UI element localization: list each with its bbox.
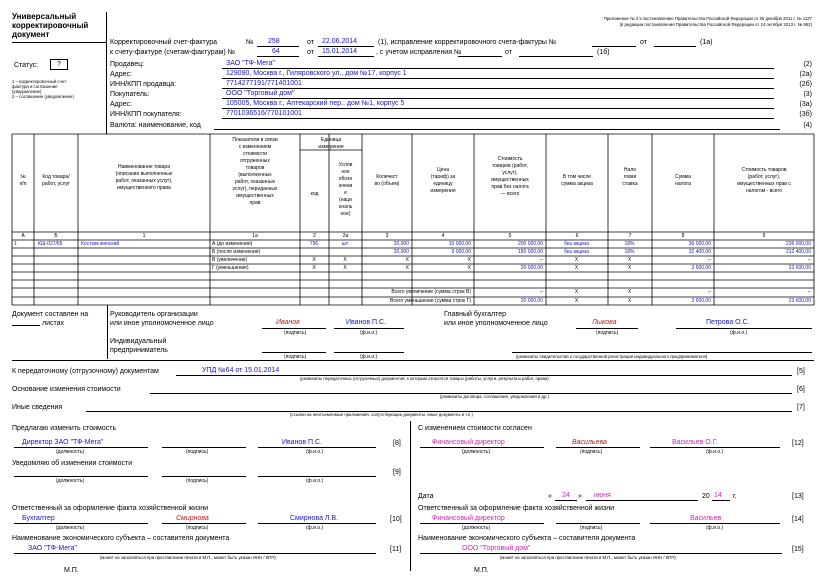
header-text: (наци — [339, 197, 352, 203]
right-entity-value[interactable]: ООО "Торговый дом" — [462, 545, 531, 552]
header-text: единицу — [433, 181, 453, 187]
caption: (должность) — [56, 525, 85, 531]
header-text: с изменением — [238, 144, 272, 150]
caption: (реквизиты передаточных (отгрузочных) документов, к которым относятся товары (работы, услуги, результаты работ, права) — [300, 376, 549, 381]
doc-made-label: Документ составлен на — [12, 311, 89, 318]
row-3-qty[interactable]: Х — [405, 265, 409, 271]
underline — [650, 523, 780, 524]
caption: (ф.и.о.) — [730, 330, 748, 336]
from-label: от — [640, 39, 647, 46]
col-header-c1 — [34, 174, 78, 188]
caption: (подпись) — [580, 449, 603, 455]
caption: (ф.и.о.) — [360, 330, 378, 336]
col-header-c10 — [608, 167, 652, 188]
total_inc-label: Всего увеличение (сумма строк В) — [391, 289, 471, 295]
header-text: Код товара/ — [42, 174, 70, 180]
row-0-excise[interactable]: без акциза — [564, 241, 589, 247]
row-2-qty[interactable]: Х — [405, 257, 409, 263]
total_inc-tax: -- — [707, 289, 711, 295]
total_inc-rate: Х — [627, 289, 632, 295]
row-2-label: В (увеличение) — [212, 257, 248, 263]
col-letter: 6 — [575, 233, 579, 239]
correction-label: (1), исправление корректировочного счета-фактуры № — [378, 39, 557, 46]
row-0-unit[interactable]: шт — [341, 241, 349, 247]
date-month[interactable]: июня — [594, 492, 611, 499]
header-value-2[interactable]: 7714277191/771401001 — [226, 80, 302, 87]
header-text: (работ, услуг), — [747, 174, 781, 180]
underline — [262, 328, 326, 329]
caption: (ф.и.о.) — [360, 354, 378, 360]
appendix-note: Приложение № 2 к постановлению Правительства Российской Федерации от 26 декабря 2011 г. № 1137 (в редакции постановления Правительства Российской Федерации от 24 октября 2013 г. № 952) — [603, 16, 812, 27]
field-code: (1б) — [597, 49, 610, 56]
header-label-2: ИНН/КПП продавца: — [110, 81, 177, 88]
header-text: Единица — [320, 137, 342, 143]
col-header-c2 — [78, 164, 210, 192]
underline — [420, 523, 544, 524]
row-2-price[interactable]: Х — [467, 257, 471, 263]
responsible-signature[interactable]: Смирнова — [176, 515, 209, 522]
col-letter: 7 — [628, 233, 632, 239]
row-0-base[interactable]: 200 000,00 — [517, 241, 543, 247]
header-text: имущественных — [236, 193, 274, 199]
caption: (должность) — [462, 525, 491, 531]
underline — [586, 500, 698, 501]
total_inc-total: -- — [807, 289, 811, 295]
caption: (ссылки на неотъемлемые приложения, сопутствующие документы, иные документы и т.п.) — [290, 412, 473, 417]
status-label: Статус: — [14, 62, 39, 69]
header-label-6: Валюта: наименование, код — [110, 122, 201, 129]
header-text: работ, услуг — [42, 181, 70, 187]
row-0-rate[interactable]: 18% — [624, 241, 635, 247]
field-code: [7] — [797, 404, 805, 411]
other-label: Иные сведения — [12, 404, 63, 411]
status-field[interactable]: ? — [50, 59, 68, 70]
caption: (подпись) — [596, 330, 619, 336]
caption: (должность) — [56, 449, 85, 455]
underline — [512, 352, 812, 353]
row-0-tax[interactable]: 36 000,00 — [688, 241, 711, 247]
quote-close: » — [578, 493, 582, 500]
agree-position[interactable]: Финансовый директор — [432, 439, 505, 446]
base-invoice-number[interactable]: 64 — [272, 48, 280, 55]
underline — [258, 523, 376, 524]
notify-label: Уведомляю об изменении стоимости — [12, 460, 133, 467]
caption: (ф.и.о.) — [706, 449, 724, 455]
field-code: [5] — [797, 368, 805, 375]
row-3-total[interactable]: 23 600,00 — [788, 265, 811, 271]
row-0-total[interactable]: 236 000,00 — [785, 241, 811, 247]
underline — [14, 523, 148, 524]
col-letter: 1а — [252, 233, 258, 239]
agree-signature[interactable]: Васильева — [572, 439, 607, 446]
header-text: Стоимость товаров — [741, 167, 787, 173]
col-header-c5 — [329, 162, 362, 218]
caption: (должность) — [462, 449, 491, 455]
header-text: во (объем) — [374, 181, 400, 187]
caption: (подпись) — [580, 525, 603, 531]
caption: (подпись) — [284, 354, 307, 360]
header-text: товаров (работ, — [492, 163, 528, 169]
header-text: отгруженных — [240, 158, 270, 164]
col-letter: Б — [54, 233, 58, 239]
caption: (ф.и.о.) — [306, 449, 324, 455]
notify-position[interactable] — [14, 476, 148, 477]
header-text: Показатели в связи — [232, 137, 278, 143]
header-text: Нало — [623, 167, 637, 173]
col-letter: 8 — [681, 233, 685, 239]
header-text: прав — [249, 200, 261, 206]
right-responsible-label: Ответственный за оформление факта хозяйственной жизни — [418, 505, 615, 512]
header-text: налогом - всего — [745, 188, 783, 194]
underline — [555, 500, 577, 501]
header-text: обозн — [338, 176, 353, 182]
header-text: е — [344, 190, 347, 196]
row-1-base[interactable]: 180 000,00 — [517, 249, 543, 255]
entity-label: Наименование экономического субъекта – составителя документа — [12, 535, 230, 542]
col-header-c8 — [474, 156, 546, 198]
header-label-0: Продавец: — [110, 61, 145, 68]
center-divider — [410, 421, 411, 571]
field-code: [11] — [390, 546, 402, 553]
row-3-rate[interactable]: Х — [627, 265, 632, 271]
header-value-4[interactable]: 105005, Москва г., Аптекарский пер., дом №1, корпус 5 — [226, 100, 405, 107]
caption: (ф.и.о.) — [306, 478, 324, 484]
notify-name[interactable] — [258, 476, 376, 477]
caption: (подпись) — [186, 478, 209, 484]
date-year[interactable]: 14 — [714, 492, 722, 499]
header-text: В том числе — [562, 174, 592, 180]
row-0-qty[interactable]: 20,000 — [393, 241, 409, 247]
propose-name[interactable]: Иванов П.С. — [282, 439, 322, 446]
row-2-unit[interactable]: Х — [343, 257, 347, 263]
row-2-base[interactable]: -- — [539, 257, 543, 263]
propose-position[interactable]: Директор ЗАО "ТФ-Мега" — [22, 439, 104, 446]
invoice-number[interactable]: 258 — [268, 38, 280, 45]
header-text: Цена — [436, 167, 450, 173]
base-invoice-date[interactable]: 15.01.2014 — [322, 48, 358, 55]
accountant-name[interactable]: Петрова О.С. — [706, 319, 750, 326]
accountant-label: Главный бухгалтер или иное уполномоченное лицо — [444, 311, 548, 327]
caption: (может не заполняться при проставлении печати в М.П., может быть указан ИНН / КПП) — [100, 555, 276, 560]
header-text: п/п — [19, 181, 27, 187]
header-text: (тариф) за — [430, 174, 456, 180]
base-invoice-label: к счету-фактуре (счетам-фактурам) № — [110, 49, 236, 56]
header-text: ставка — [622, 181, 638, 187]
propose-label: Предлагаю изменить стоимость — [12, 425, 117, 432]
total_dec-excise: Х — [574, 298, 579, 304]
row-3-price[interactable]: Х — [467, 265, 471, 271]
header-code-0: (2) — [803, 61, 812, 68]
from-label: от — [505, 49, 512, 56]
row-1-price[interactable]: 9 000,00 — [451, 249, 471, 255]
row-0-label: А (до изменения) — [212, 241, 253, 247]
head-signature[interactable]: Иванов — [276, 319, 300, 326]
underline — [712, 500, 730, 501]
col-letter: 5 — [508, 233, 512, 239]
item-number: 1 — [14, 241, 17, 247]
total_dec-total: 23 600,00 — [788, 298, 811, 304]
fix-label: , с учетом исправления № — [376, 49, 462, 56]
header-text: ональ — [338, 204, 353, 210]
field-code: [9] — [393, 469, 401, 476]
col-letter: 9 — [762, 233, 766, 239]
quote-open: « — [548, 493, 552, 500]
ip-label: Индивидуальный предприниматель — [110, 338, 168, 354]
field-code: (1а) — [700, 39, 713, 46]
field-code: [6] — [797, 386, 805, 393]
header-text: услуг), переданных — [232, 186, 278, 192]
header-text: товаров — [245, 165, 265, 171]
header-text: сумма акциза — [561, 181, 593, 187]
right-responsible-signature[interactable] — [556, 523, 640, 524]
underline — [420, 447, 544, 448]
header-text: Наименование товара — [117, 164, 170, 170]
caption: (может не заполняться при проставлении печати в М.П., может быть указан ИНН / КПП) — [500, 555, 676, 560]
header-code-6: (4) — [803, 122, 812, 129]
head-name[interactable]: Иванов П.С. — [346, 319, 386, 326]
col-header-code: код — [310, 191, 319, 197]
header-text: говая — [623, 174, 637, 180]
row-2-total[interactable]: -- — [807, 257, 811, 263]
header-text: ное) — [340, 211, 351, 217]
col-header-unit — [300, 137, 362, 151]
field-code: [15] — [792, 546, 804, 553]
col-header-c12 — [714, 167, 814, 195]
header-text: измерения — [318, 144, 344, 150]
col-letter: 3 — [385, 233, 389, 239]
header-text: ачени — [338, 183, 353, 189]
total_dec-base: 20 000,00 — [520, 298, 543, 304]
header-code-4: (3а) — [799, 101, 812, 108]
row-1-total[interactable]: 212 400,00 — [785, 249, 811, 255]
field-code: [10] — [390, 516, 402, 523]
responsible-position[interactable]: Бухгалтер — [22, 515, 55, 522]
header-value-1[interactable]: 129090, Москва г., Гиляровского ул., дом №17, корпус 1 — [226, 70, 407, 77]
header-text: измерения — [430, 188, 456, 194]
field-code: [12] — [792, 440, 804, 447]
field-code: [13] — [792, 493, 804, 500]
col-letter: А — [21, 233, 25, 239]
header-text: прав без налога — [491, 184, 529, 190]
right-responsible-position[interactable]: Финансовый директор — [432, 515, 505, 522]
header-text: услуг), — [502, 170, 518, 176]
col-letter: 1 — [142, 233, 146, 239]
caption: (ф.и.о.) — [706, 525, 724, 531]
transfer-label: К передаточному (отгрузочному) документам — [12, 368, 159, 375]
row-1-excise[interactable]: без акциза — [564, 249, 589, 255]
col-header-c9 — [546, 174, 608, 188]
from-label: от — [307, 49, 314, 56]
total_inc-excise: Х — [574, 289, 579, 295]
stamp-place: М.П. — [64, 567, 79, 574]
caption: (реквизиты свидетельства о государственной регистрации индивидуального предпринимателя) — [516, 354, 708, 359]
responsible-name[interactable]: Смирнова Л.В. — [290, 515, 339, 522]
col-letter: 2 — [313, 233, 316, 239]
caption: (подпись) — [186, 525, 209, 531]
field-code: [8] — [393, 440, 401, 447]
header-text: ное — [341, 169, 350, 175]
right-responsible-name[interactable]: Васильев — [690, 515, 722, 522]
invoice-label: Корректировочный счет-фактура — [110, 39, 218, 46]
underline — [14, 553, 376, 554]
row-2-code[interactable]: Х — [312, 257, 316, 263]
transfer-value[interactable]: УПД №64 от 15.01.2014 — [202, 367, 280, 374]
total_dec-label: Всего уменьшение (сумма строк Г) — [390, 298, 471, 304]
stamp-place: М.П. — [474, 567, 489, 574]
col-header-c6 — [362, 174, 412, 188]
underline — [334, 328, 404, 329]
row-2-rate[interactable]: Х — [627, 257, 632, 263]
row-1-qty[interactable]: 20,000 — [393, 249, 409, 255]
number-sign: № — [246, 39, 254, 46]
underline — [556, 447, 640, 448]
header-label-1: Адрес: — [110, 71, 132, 78]
header-code-5: (3б) — [799, 111, 812, 118]
date-label: Дата — [418, 493, 434, 500]
head-label: Руководитель организации или иное уполномоченное лицо — [110, 311, 214, 327]
status-note: 1 – корректировочный счет- фактура и соглашение (уведомление) 2 – соглашение (уведомление) — [12, 79, 74, 99]
col-letter: 4 — [441, 233, 445, 239]
row-1-tax[interactable]: 32 400,00 — [688, 249, 711, 255]
underline — [650, 447, 780, 448]
underline — [576, 328, 638, 329]
underline — [420, 553, 782, 554]
header-label-4: Адрес: — [110, 101, 132, 108]
date-day[interactable]: 24 — [562, 492, 570, 499]
agree-label: С изменением стоимости согласен — [418, 425, 532, 432]
col-header-c3 — [210, 137, 300, 207]
header-label-5: ИНН/КПП покупателя: — [110, 111, 182, 118]
header-text: (описание выполненных — [115, 171, 173, 177]
total_dec-tax: 3 600,00 — [691, 298, 711, 304]
underline — [14, 447, 148, 448]
row-0-price[interactable]: 10 000,00 — [448, 241, 471, 247]
accountant-signature[interactable]: Лыкова — [592, 319, 617, 326]
total_inc-base: -- — [539, 289, 543, 295]
header-code-3: (3) — [803, 91, 812, 98]
row-2-tax[interactable]: -- — [707, 257, 711, 263]
divider — [12, 360, 814, 361]
header-text: Услов — [338, 162, 353, 168]
row-1-rate[interactable]: 18% — [624, 249, 635, 255]
row-3-excise[interactable]: Х — [574, 265, 579, 271]
row-2-excise[interactable]: Х — [574, 257, 579, 263]
caption: (ф.и.о.) — [306, 525, 324, 531]
header-text: — всего — [500, 191, 520, 197]
caption: (должность) — [56, 478, 85, 484]
header-value-0[interactable]: ЗАО "ТФ-Мега" — [226, 60, 275, 67]
agree-name[interactable]: Васильев О.Г. — [672, 439, 718, 446]
header-text: работ, оказанных услуг), — [115, 178, 173, 184]
underline — [262, 352, 326, 353]
caption: (подпись) — [284, 330, 307, 336]
propose-signature[interactable] — [162, 447, 246, 448]
header-code-2: (2б) — [799, 81, 812, 88]
underline — [162, 523, 246, 524]
invoice-date[interactable]: 22.06.2014 — [322, 38, 358, 45]
header-text: Сумма — [675, 174, 691, 180]
item-code[interactable]: КШ-027/65 — [38, 241, 63, 247]
col-header-c11 — [652, 174, 714, 188]
row-3-unit[interactable]: Х — [343, 265, 347, 271]
total_dec-rate: Х — [627, 298, 632, 304]
col-header-c0 — [12, 174, 34, 188]
col-letter: 2а — [342, 233, 349, 239]
from-label: от — [307, 39, 314, 46]
header-value-3[interactable]: ООО "Торговый дом" — [226, 90, 295, 97]
header-text: имущественного права — [117, 185, 171, 191]
header-text: стоимости — [242, 151, 268, 157]
sheets-field[interactable] — [12, 325, 40, 326]
item-name[interactable]: Костюм женский — [81, 241, 120, 247]
header-text: работ, оказанных — [234, 179, 276, 185]
underline — [676, 328, 812, 329]
header-text: (выполненных — [238, 172, 272, 178]
notify-signature[interactable] — [162, 476, 246, 477]
header-text: Количест — [376, 174, 398, 180]
sheets-label: листах — [42, 320, 65, 327]
row-0-code[interactable]: 796 — [309, 241, 319, 247]
header-text: № — [20, 174, 26, 180]
sig-divider — [107, 305, 108, 359]
header-text: Стоимость — [497, 156, 523, 162]
field-code: [14] — [792, 516, 804, 523]
header-text: налога — [675, 181, 691, 187]
basis-label: Основание изменения стоимости — [12, 386, 121, 393]
right-entity-label: Наименование экономического субъекта – составителя документа — [418, 535, 636, 542]
caption: (реквизиты договора, соглашения, уведомления и др.) — [440, 394, 550, 399]
header-text: имущественных — [491, 177, 529, 183]
row-1-label: Б (после изменения) — [212, 249, 261, 255]
row-3-base[interactable]: 20 000,00 — [520, 265, 543, 271]
doc-title: Универсальный корректировочный документ — [12, 12, 89, 39]
year-prefix: 20 — [702, 493, 710, 500]
entity-value[interactable]: ЗАО "ТФ-Мега" — [28, 545, 77, 552]
underline — [334, 352, 404, 353]
row-3-code[interactable]: Х — [312, 265, 316, 271]
row-3-tax[interactable]: 3 600,00 — [691, 265, 711, 271]
row-3-label: Г (уменьшение) — [212, 265, 249, 271]
header-value-5[interactable]: 7701036516/770101001 — [226, 110, 302, 117]
col-header-c7 — [412, 167, 474, 195]
responsible-label: Ответственный за оформление факта хозяйственной жизни — [12, 505, 209, 512]
year-suffix: г. — [733, 493, 737, 500]
header-code-1: (2а) — [799, 71, 812, 78]
header-label-3: Покупатель: — [110, 91, 150, 98]
caption: (подпись) — [186, 449, 209, 455]
underline — [258, 447, 376, 448]
header-text: имущественных прав с — [737, 181, 791, 187]
